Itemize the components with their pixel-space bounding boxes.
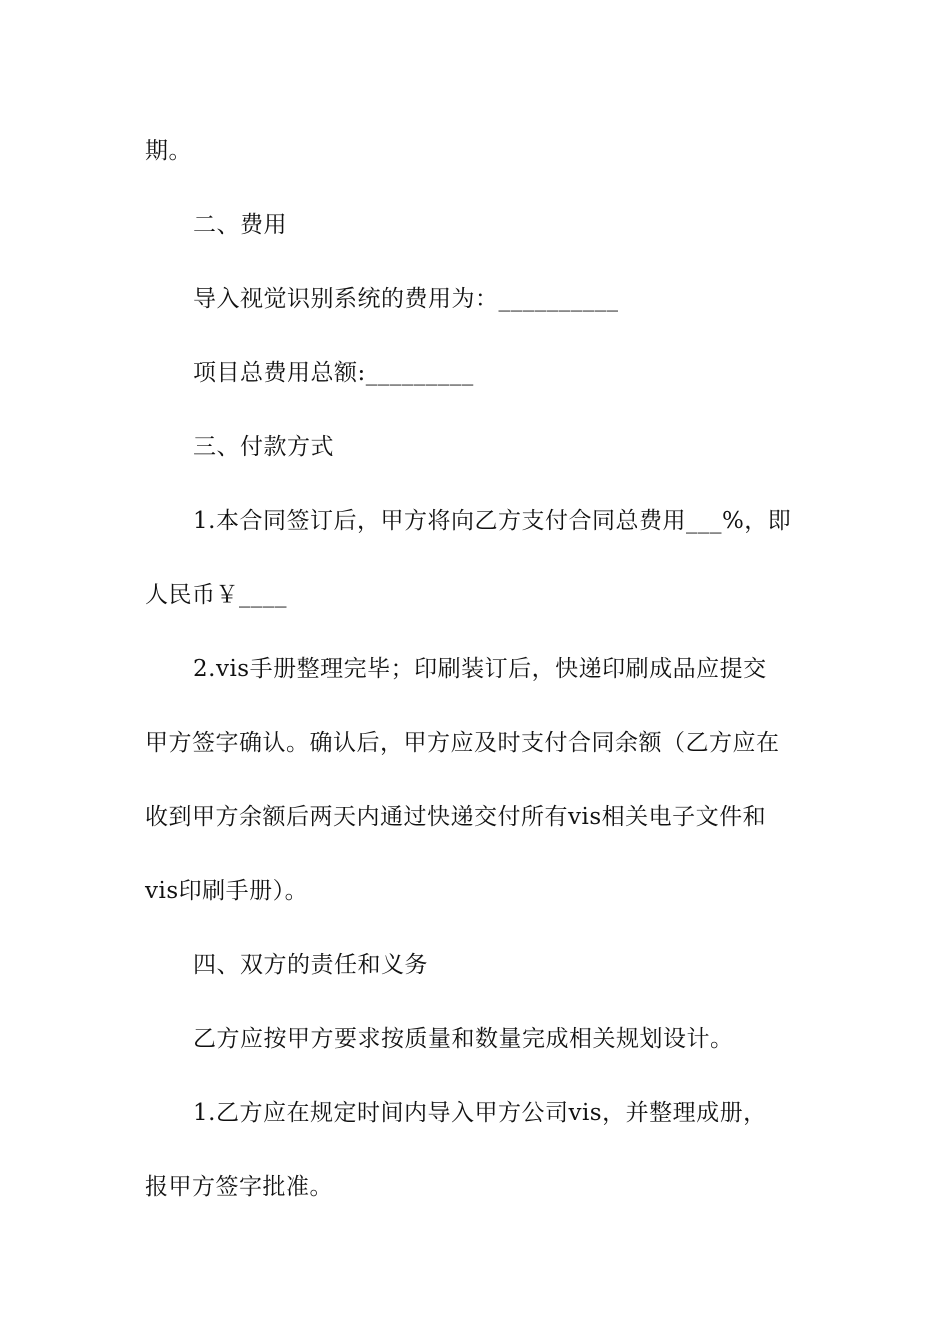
text-line: 1.乙方应在规定时间内导入甲方公司vis，并整理成册， — [193, 1100, 767, 1126]
text-line: 收到甲方余额后两天内通过快递交付所有vis相关电子文件和 — [145, 804, 767, 830]
text-line: 乙方应按甲方要求按质量和数量完成相关规划设计。 — [193, 1026, 734, 1052]
text-line: 报甲方签字批准。 — [145, 1174, 333, 1200]
text-line: vis印刷手册）。 — [145, 878, 309, 904]
section-heading-responsibilities: 四、双方的责任和义务 — [193, 952, 428, 978]
text-line: 项目总费用总额:_________ — [193, 360, 474, 386]
text-line: 1.本合同签订后，甲方将向乙方支付合同总费用___%，即 — [193, 508, 792, 534]
text-line: 期。 — [145, 138, 192, 164]
section-heading-fees: 二、费用 — [193, 212, 287, 238]
text-line: 2.vis手册整理完毕；印刷装订后，快递印刷成品应提交 — [193, 656, 767, 682]
section-heading-payment: 三、付款方式 — [193, 434, 334, 460]
text-line: 导入视觉识别系统的费用为：__________ — [193, 286, 619, 312]
text-line: 甲方签字确认。确认后，甲方应及时支付合同余额（乙方应在 — [145, 730, 780, 756]
text-line: 人民币￥____ — [145, 582, 287, 608]
